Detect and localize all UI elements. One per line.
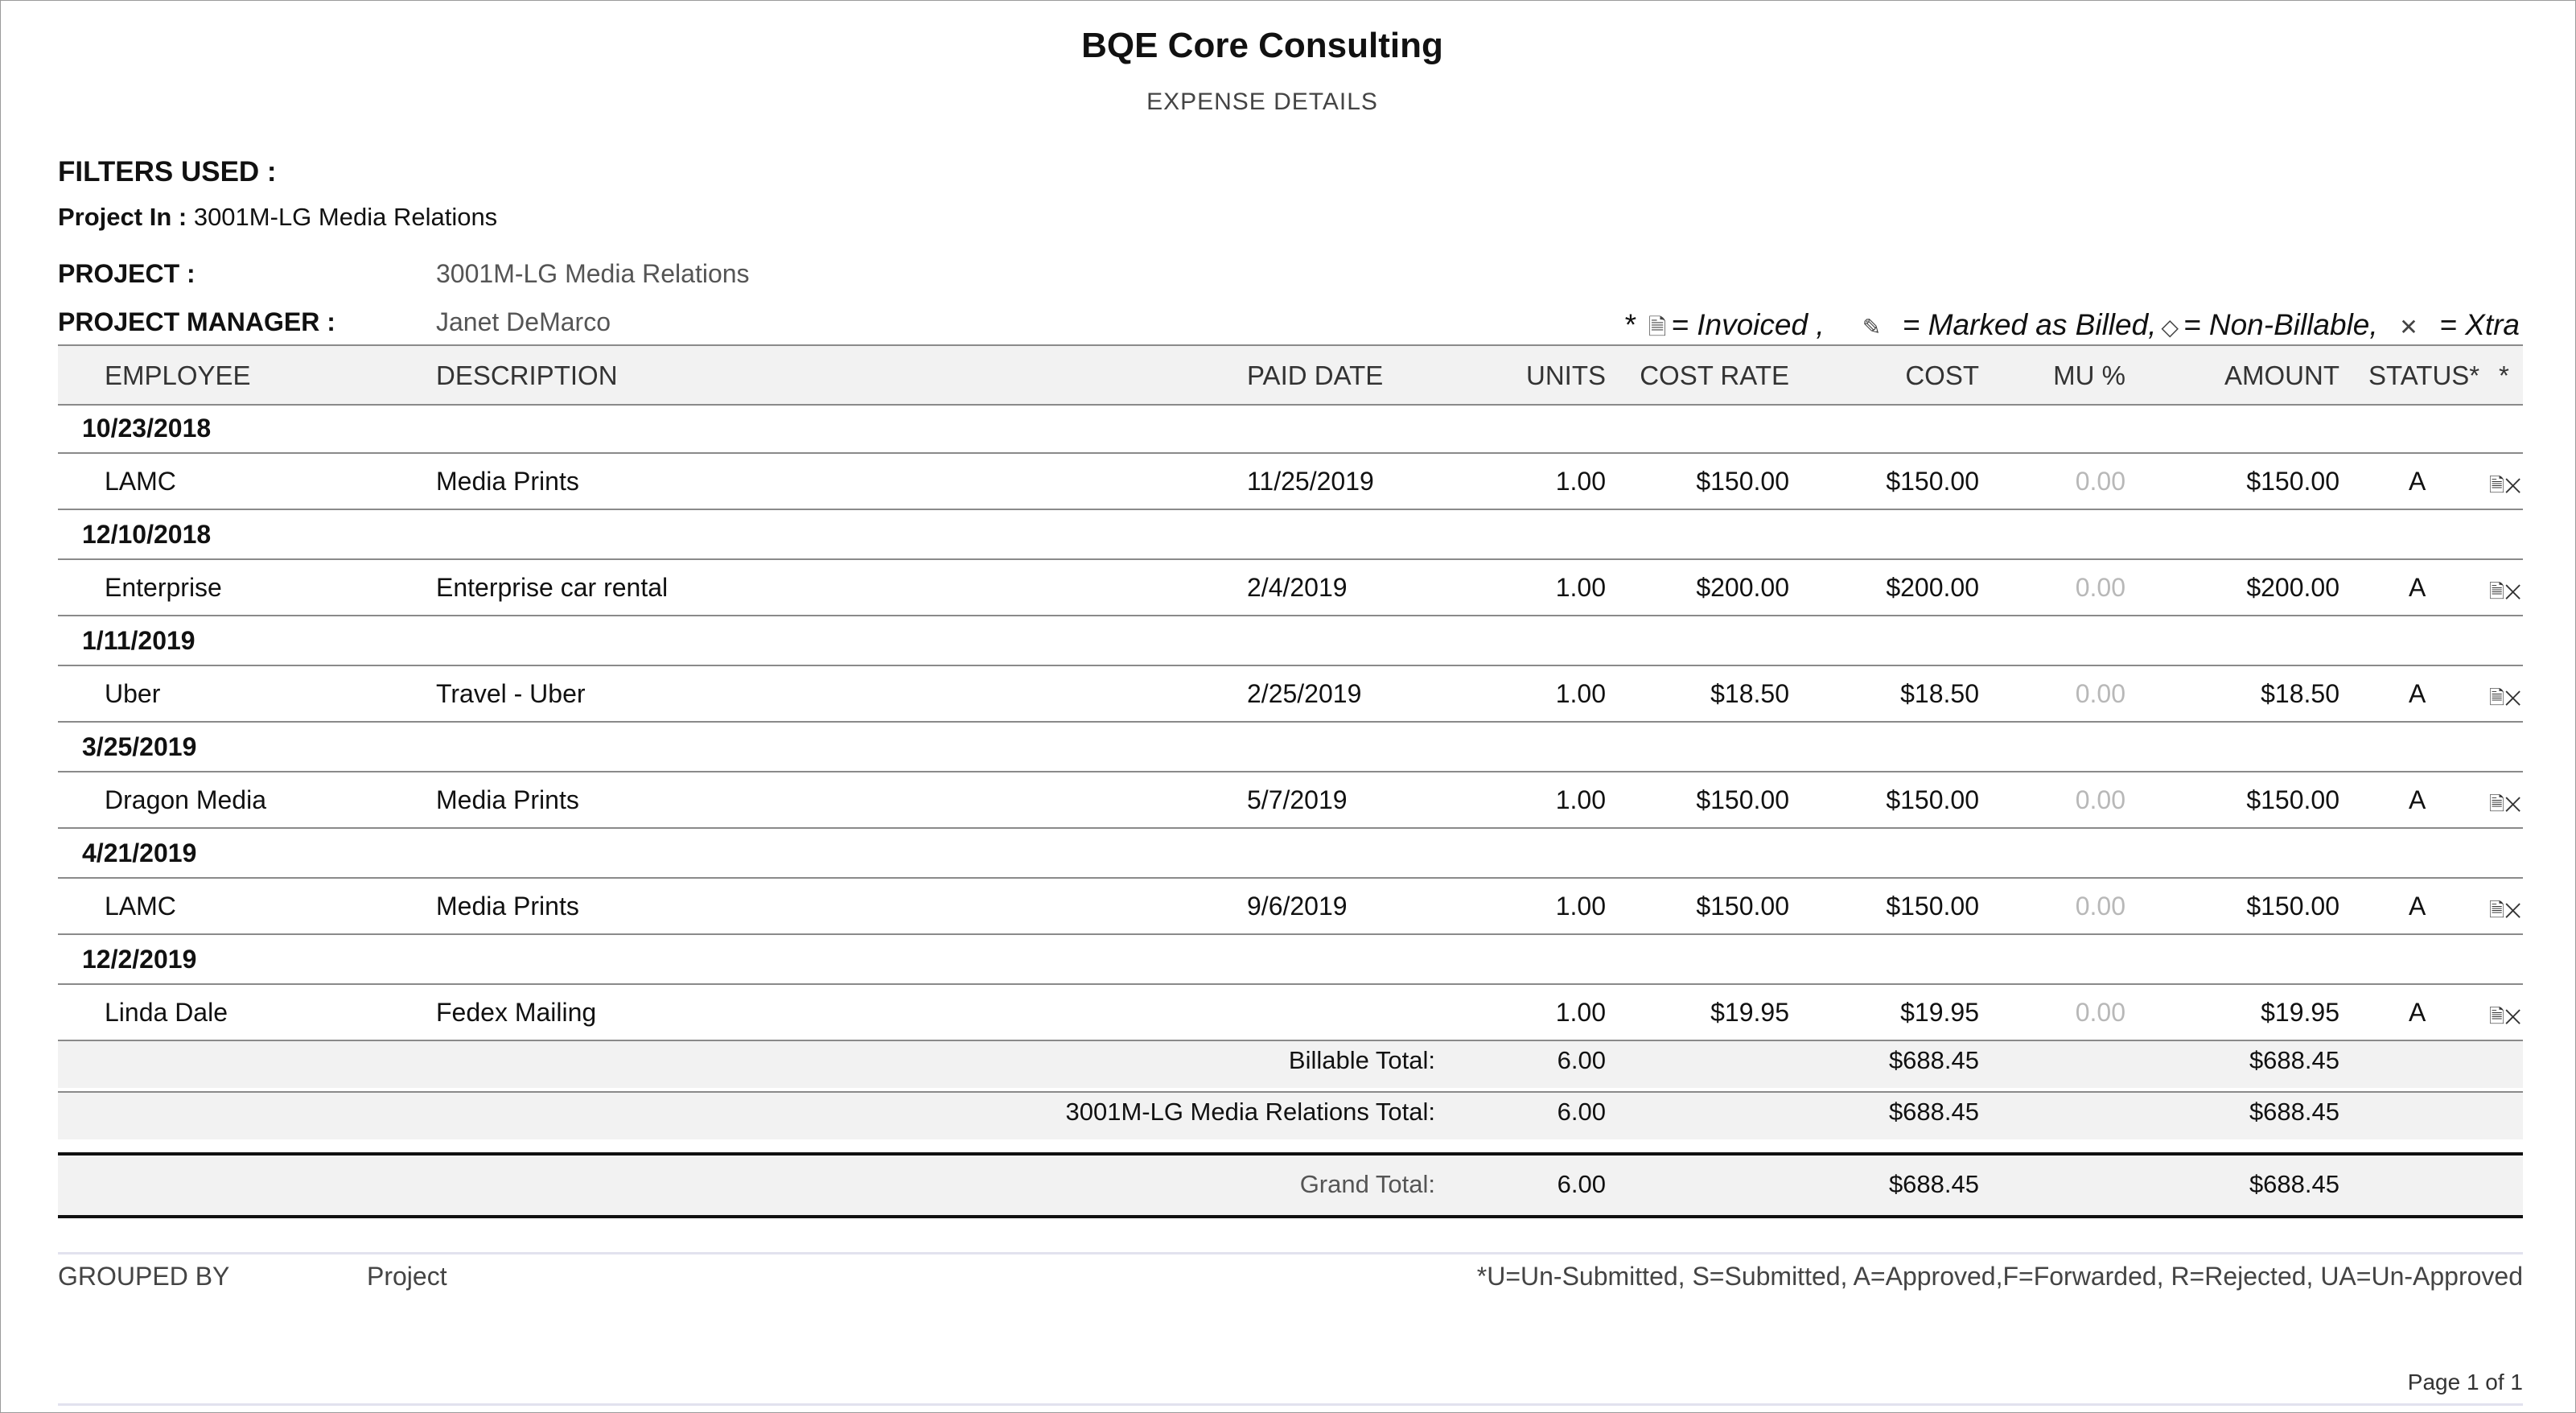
table-row [58, 454, 2523, 510]
cell-units: 1.00 [1555, 573, 1606, 602]
cell-employee: Enterprise [105, 573, 222, 602]
cell-units: 1.00 [1555, 998, 1606, 1027]
legend-nonbillable: = Non-Billable, [2183, 308, 2378, 341]
date-group-row [58, 723, 2523, 772]
col-cost: COST [1905, 360, 1979, 390]
total-row [58, 1091, 2523, 1139]
col-cost-rate: COST RATE [1640, 360, 1789, 390]
tag-icon: ◇ [2161, 315, 2179, 340]
col-amount: AMOUNT [2224, 360, 2339, 390]
table-row [58, 560, 2523, 616]
cell-mu: 0.00 [2075, 679, 2125, 708]
cell-employee: Uber [105, 679, 161, 708]
total-amount: $688.45 [2249, 1170, 2339, 1198]
cell-units: 1.00 [1555, 467, 1606, 496]
group-date: 3/25/2019 [82, 732, 197, 761]
cell-amount: $150.00 [2246, 785, 2339, 814]
total-label: Billable Total: [1288, 1046, 1435, 1074]
total-amount: $688.45 [2249, 1046, 2339, 1074]
cell-mu: 0.00 [2075, 785, 2125, 814]
cell-cost: $18.50 [1900, 679, 1979, 708]
cell-cost: $150.00 [1886, 892, 1979, 921]
total-units: 6.00 [1557, 1046, 1606, 1074]
cell-mu: 0.00 [2075, 892, 2125, 921]
cell-description: Media Prints [436, 467, 579, 496]
filter-line [58, 203, 497, 232]
filter-value: 3001M-LG Media Relations [193, 203, 498, 231]
cell-cost-rate: $18.50 [1710, 679, 1789, 708]
date-group-row [58, 935, 2523, 985]
invoice-icon: 🗎✕ [2489, 793, 2522, 815]
group-date: 4/21/2019 [82, 838, 197, 867]
cell-units: 1.00 [1555, 679, 1606, 708]
cell-cost-rate: $19.95 [1710, 998, 1789, 1027]
date-group-row [58, 510, 2523, 560]
cell-status: A [2409, 785, 2426, 814]
table-row [58, 666, 2523, 723]
col-units: UNITS [1526, 360, 1606, 390]
cell-paid-date: 11/25/2019 [1247, 467, 1374, 496]
cell-employee: Linda Dale [105, 998, 228, 1027]
cell-description: Media Prints [436, 892, 579, 921]
cell-paid-date: 2/25/2019 [1247, 679, 1362, 708]
grouped-by-label: GROUPED BY [58, 1262, 230, 1291]
group-date: 12/2/2019 [82, 945, 197, 974]
footer-divider [58, 1252, 2523, 1254]
bottom-divider [58, 1403, 2523, 1406]
invoice-icon: 🗎✕ [2489, 475, 2522, 496]
cell-description: Media Prints [436, 785, 579, 814]
legend-prefix: * [1623, 308, 1644, 341]
cell-cost-rate: $150.00 [1696, 467, 1789, 496]
cell-status: A [2409, 573, 2426, 602]
date-group-row [58, 829, 2523, 879]
cross-icon: ✕ [2399, 315, 2418, 340]
col-employee: EMPLOYEE [105, 360, 251, 390]
cell-status: A [2409, 892, 2426, 921]
cell-amount: $150.00 [2246, 467, 2339, 496]
total-label: Grand Total: [1299, 1170, 1435, 1198]
cell-paid-date: 5/7/2019 [1247, 785, 1348, 814]
col-mu: MU % [2053, 360, 2125, 390]
manager-label: PROJECT MANAGER : [58, 307, 335, 336]
col-status: STATUS* [2368, 360, 2480, 390]
total-units: 6.00 [1557, 1098, 1606, 1126]
col-paid-date: PAID DATE [1247, 360, 1384, 390]
cell-description: Enterprise car rental [436, 573, 669, 602]
cell-status: A [2409, 998, 2426, 1027]
cell-amount: $200.00 [2246, 573, 2339, 602]
filters-heading: FILTERS USED : [58, 156, 277, 187]
cell-description: Travel - Uber [436, 679, 586, 708]
page-number: Page 1 of 1 [2407, 1370, 2523, 1394]
project-label: PROJECT : [58, 259, 195, 288]
legend-billed: = Marked as Billed, [1902, 308, 2157, 341]
cell-cost: $19.95 [1900, 998, 1979, 1027]
filter-label: Project In : [58, 203, 187, 231]
invoice-icon: 🗎✕ [2489, 581, 2522, 603]
status-key: *U=Un-Submitted, S=Submitted, A=Approved,F=Forwarded, R=Rejected, UA=Un-Approved [1476, 1262, 2523, 1291]
total-label: 3001M-LG Media Relations Total: [1065, 1098, 1435, 1126]
group-date: 12/10/2018 [82, 520, 212, 549]
cell-paid-date: 2/4/2019 [1247, 573, 1348, 602]
grand-total-row [58, 1152, 2523, 1218]
cell-cost-rate: $150.00 [1696, 892, 1789, 921]
cell-status: A [2409, 467, 2426, 496]
invoice-icon: 🗎✕ [2489, 900, 2522, 921]
col-description: DESCRIPTION [436, 360, 618, 390]
cell-mu: 0.00 [2075, 998, 2125, 1027]
cell-cost: $200.00 [1886, 573, 1979, 602]
cell-employee: LAMC [105, 467, 176, 496]
report-subtitle: EXPENSE DETAILS [1146, 89, 1378, 115]
cell-employee: Dragon Media [105, 785, 266, 814]
cell-amount: $18.50 [2261, 679, 2339, 708]
cell-paid-date: 9/6/2019 [1247, 892, 1348, 921]
group-date: 1/11/2019 [82, 626, 195, 655]
total-cost: $688.45 [1888, 1046, 1979, 1074]
date-group-row [58, 616, 2523, 666]
col-flag: * [2499, 360, 2509, 390]
total-amount: $688.45 [2249, 1098, 2339, 1126]
table-row [58, 879, 2523, 935]
invoice-icon: 🗎✕ [2489, 1006, 2522, 1028]
cell-cost: $150.00 [1886, 785, 1979, 814]
manager-value: Janet DeMarco [436, 307, 611, 336]
table-row [58, 985, 2523, 1041]
cell-cost-rate: $200.00 [1696, 573, 1789, 602]
cell-units: 1.00 [1555, 785, 1606, 814]
legend-xtra: = Xtra [2439, 308, 2520, 341]
invoice-icon: 🗎✕ [2489, 687, 2522, 709]
cell-status: A [2409, 679, 2426, 708]
grouped-by-value: Project [367, 1262, 447, 1291]
cell-mu: 0.00 [2075, 467, 2125, 496]
total-row [58, 1041, 2523, 1088]
total-cost: $688.45 [1888, 1170, 1979, 1198]
invoice-icon: 🗎 [1648, 315, 1667, 340]
project-value: 3001M-LG Media Relations [436, 259, 750, 288]
table-row [58, 772, 2523, 829]
legend-invoiced: = Invoiced , [1671, 308, 1825, 341]
cell-employee: LAMC [105, 892, 176, 921]
group-date: 10/23/2018 [82, 414, 212, 443]
status-legend [1623, 308, 2520, 349]
cell-amount: $150.00 [2246, 892, 2339, 921]
cell-description: Fedex Mailing [436, 998, 597, 1027]
table-header [58, 344, 2523, 406]
cell-cost: $150.00 [1886, 467, 1979, 496]
pencil-icon: ✎ [1862, 315, 1882, 340]
cell-mu: 0.00 [2075, 573, 2125, 602]
cell-units: 1.00 [1555, 892, 1606, 921]
date-group-row [58, 404, 2523, 454]
company-title: BQE Core Consulting [1081, 26, 1443, 65]
total-units: 6.00 [1557, 1170, 1606, 1198]
total-cost: $688.45 [1888, 1098, 1979, 1126]
cell-amount: $19.95 [2261, 998, 2339, 1027]
cell-cost-rate: $150.00 [1696, 785, 1789, 814]
